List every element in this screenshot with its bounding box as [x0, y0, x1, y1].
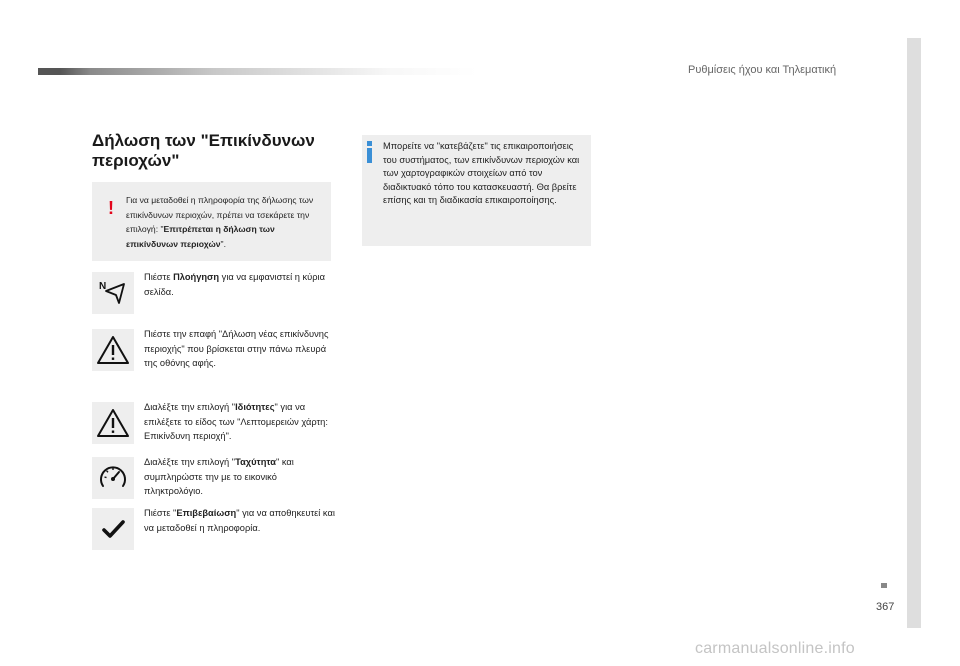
step-icon-box	[92, 402, 134, 444]
chapter-title: Ρυθμίσεις ήχου και Τηλεματική	[688, 64, 837, 76]
info-text: Μπορείτε να "κατεβάζετε" τις επικαιροποιήσεις του συστήματος, των επικίνδυνων περιοχών και των χαρτογραφικών στοιχείων από τον διαδικτυακό τόπο του κατασκευαστή. Θα βρείτε επίσης και τη διαδικασία επικαιροποίησης.	[383, 141, 580, 205]
section-title: Δήλωση των "Επικίνδυνων περιοχών"	[92, 131, 315, 170]
checkmark-icon	[92, 508, 134, 550]
page-edge-band	[907, 38, 921, 628]
warning-exclamation-icon: !	[108, 198, 114, 218]
warning-triangle-icon	[92, 329, 134, 371]
warning-box	[92, 182, 331, 261]
info-box	[362, 135, 591, 246]
step-icon-box	[92, 457, 134, 499]
header-gradient-bar	[38, 68, 478, 75]
step-text: Διαλέξτε την επιλογή "Ιδιότητες" για να επιλέξετε το είδος των "Λεπτομερειών χάρτη: Επικίνδυνη περιοχή".	[144, 402, 328, 442]
step-text: Πιέστε "Επιβεβαίωση" για να αποθηκευτεί και να μεταδοθεί η πληροφορία.	[144, 508, 335, 533]
watermark: carmanualsonline.info	[695, 640, 855, 657]
step-icon-box	[92, 329, 134, 371]
step-text: Πιέστε Πλοήγηση για να εμφανιστεί η κύρια σελίδα.	[144, 272, 325, 297]
step-icon-box	[92, 508, 134, 550]
step-text: Διαλέξτε την επιλογή "Ταχύτητα" και συμπληρώστε την με το εικονικό πληκτρολόγιο.	[144, 457, 294, 497]
svg-text:N: N	[99, 281, 107, 292]
navigation-icon	[92, 272, 134, 314]
step-icon-box	[92, 272, 134, 314]
warning-triangle-icon	[92, 402, 134, 444]
page-number: 367	[876, 601, 895, 613]
info-icon	[364, 141, 376, 163]
step-text: Πιέστε την επαφή "Δήλωση νέας επικίνδυνης περιοχής" που βρίσκεται στην πάνω πλευρά της οθόνης αφής.	[144, 329, 329, 369]
speedometer-icon	[92, 457, 134, 499]
warning-text: Για να μεταδοθεί η πληροφορία της δήλωσης των επικίνδυνων περιοχών, πρέπει να τσεκάρετε την επιλογή: "Επιτρέπεται η δήλωση των επικίνδυνων περιοχών".	[126, 195, 314, 249]
page-marker	[881, 583, 887, 588]
